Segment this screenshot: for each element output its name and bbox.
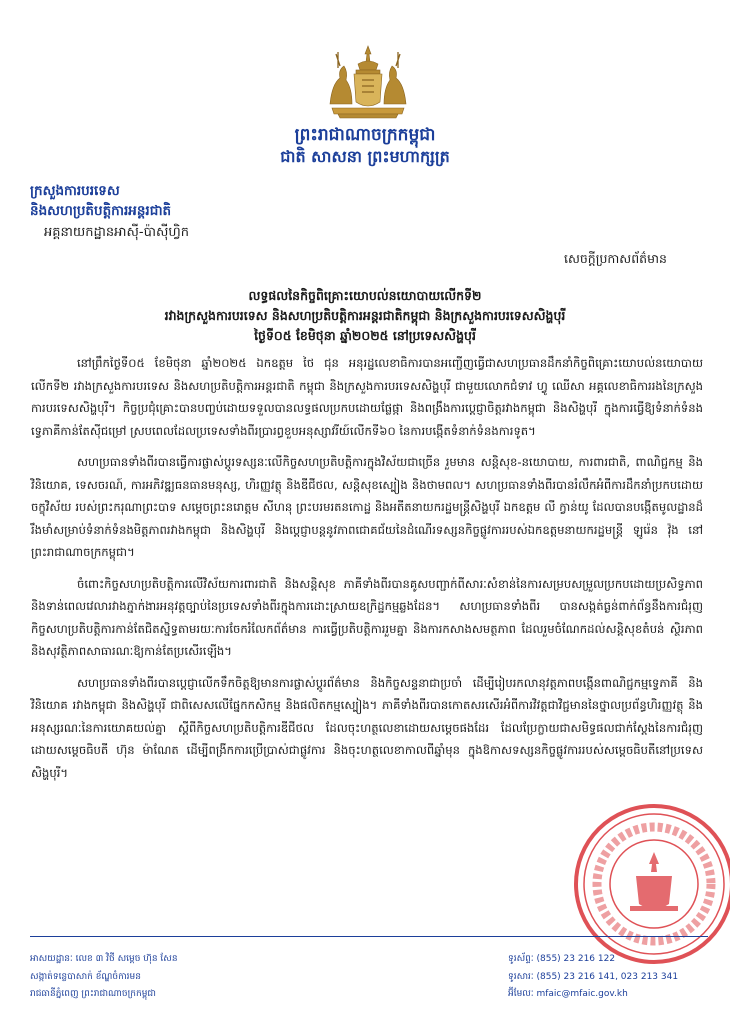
press-release-label: សេចក្តីប្រកាសព័ត៌មាន — [564, 251, 667, 266]
phone-label: ទូរស័ព្ទៈ — [508, 954, 534, 964]
address-line-3: រាជធានីភ្នំពេញ ព្រះរាជាណាចក្រកម្ពុជា — [30, 989, 156, 999]
document-title-line1: លទ្ធផលនៃកិច្ចពិគ្រោះយោបល់នយោបាយលើកទី២ — [248, 288, 482, 303]
email-label: អ៊ីមែលៈ — [508, 989, 534, 999]
footer-address — [30, 951, 178, 1004]
royal-coat-of-arms-emblem — [318, 44, 418, 120]
fax-label: ទូរសារៈ — [508, 971, 534, 982]
ministry-name-line2: និងសហប្រតិបត្តិការអន្តរជាតិ — [30, 203, 172, 219]
paragraph-1: នៅព្រឹកថ្ងៃទី០៥ ខែមិថុនា ឆ្នាំ២០២៥ ឯកឧត្តម ថៃ ជុន អនុរដ្ឋលេខាធិការបានអញ្ជើញធ្វើជាសហប្រធានដឹកនាំកិច្ចពិគ្រោះយោបល់នយោបាយលើកទី២ រវាងក្រសួងការបរទេស និងសហប្រតិបត្តិការអន្តរជាតិ កម្ពុជា និងក្រសួងការបរទេសសិង្ហបុរី ជាមួយលោកជំទាវ ហ្វូ ឈើសា អគ្គលេខាធិការរងនៃក្រសួងការបរទេសសិង្ហបុរី។ កិច្ចប្រជុំគ្រោះបានបញ្ចប់ដោយទទួលបានលទ្ធផលប្រកបដោយផ្លែផ្កា និងពង្រឹងការប្តេជ្ញាចិត្តរវាងកម្ពុជា និងសិង្ហបុរី ក្នុងការធ្វើឱ្យទំនាក់ទំនងទ្វេភាគីកាន់តែស៊ីជម្រៅ ស្របពេលដែលប្រទេសទាំងពីរប្រារព្ធខួបអនុស្សាវរីយ៍លើកទី៦០ នៃការបង្កើតទំនាក់ទំនងការទូត។ — [31, 356, 703, 438]
footer-divider — [30, 936, 708, 937]
footer-contacts — [508, 951, 678, 1004]
department-name: អគ្គនាយកដ្ឋានអាស៊ី-ប៉ាស៊ីហ្វិក — [44, 225, 189, 240]
paragraph-3: ចំពោះកិច្ចសហប្រតិបត្តិការលើវិស័យការពារជាតិ និងសន្តិសុខ ភាគីទាំងពីរបានគូសបញ្ជាក់ពីសារៈសំខាន់នៃការសម្របសម្រួលប្រកបដោយប្រសិទ្ធភាព និងទាន់ពេលវេលារវាងភ្នាក់ងារអនុវត្តច្បាប់នៃប្រទេសទាំងពីរក្នុងការដោះស្រាយឧក្រិដ្ឋកម្មឆ្លងដែន។ សហប្រធានទាំងពីរ បានសង្កត់ធ្ងន់ពាក់ព័ន្ធនឹងការជំរុញកិច្ចសហប្រតិបត្តិការកាន់តែជិតស្និទ្ធតាមរយៈការចែករំលែកព័ត៌មាន ការធ្វើប្រតិបត្តិការរួមគ្នា និងការកសាងសមត្ថភាព ដែលរួមចំណែកដល់សន្តិសុខតំបន់ ស្ថិរភាព និងសុវត្ថិភាពសាធារណៈឱ្យកាន់តែប្រសើរឡើង។ — [31, 576, 703, 658]
kingdom-name: ព្រះរាជាណាចក្រកម្ពុជា — [294, 125, 436, 145]
fax-number: (855) 23 216 141, 023 213 341 — [536, 971, 679, 982]
national-motto: ជាតិ សាសនា ព្រះមហាក្សត្រ — [280, 147, 450, 166]
paragraph-2: សហប្រធានទាំងពីរបានធ្វើការផ្លាស់ប្តូរទស្សនៈលើកិច្ចសហប្រតិបត្តិការក្នុងវិស័យជាច្រើន រួមមាន សន្តិសុខ-នយោបាយ, ការពារជាតិ, ពាណិជ្ជកម្ម និងវិនិយោគ, ទេសចរណ៍, ការអភិវឌ្ឍធនធានមនុស្ស, ហិរញ្ញវត្ថុ និងឌីជីថល, សន្តិសុខស្បៀង និងថាមពល។ សហប្រធានទាំងពីរបានរំលឹកអំពីការដឹកនាំប្រកបដោយចក្ខុវិស័យ របស់ព្រះករុណាព្រះបាទ សម្តេចព្រះនរោត្តម សីហនុ ព្រះបរមរតនកោដ្ឋ និងអតីតនាយករដ្ឋមន្ត្រីសិង្ហបុរី ឯកឧត្តម លី ក្វាន់យូ ដែលបានបង្កើតមូលដ្ឋានដ៏រឹងមាំសម្រាប់ទំនាក់ទំនងមិត្តភាពរវាងកម្ពុជា និងសិង្ហបុរី និងប្តេជ្ញាបន្តនូវភាពជោគជ័យនៃដំណើរទស្សនកិច្ចផ្លូវការរបស់ឯកឧត្តមនាយករដ្ឋមន្ត្រី ឡូរ៉េន វ៉ុង នៅព្រះរាជាណាចក្រកម្ពុជា។ — [31, 455, 703, 559]
document-title-date: ថ្ងៃទី០៥ ខែមិថុនា ឆ្នាំ២០២៥ នៅប្រទេសសិង្ហបុរី — [254, 328, 476, 343]
email-address[interactable]: mfaic@mfaic.gov.kh — [536, 989, 628, 999]
ministry-name-line1: ក្រសួងការបរទេស — [30, 183, 120, 199]
document-title-line2: រវាងក្រសួងការបរទេស និងសហប្រតិបត្តិការអន្តរជាតិកម្ពុជា និងក្រសួងការបរទេសសិង្ហបុរី — [164, 308, 566, 323]
paragraph-4: សហប្រធានទាំងពីរបានប្តេជ្ញាលើកទឹកចិត្តឱ្យមានការផ្លាស់ប្តូរព័ត៌មាន និងកិច្ចសន្ទនាជាប្រចាំ ដើម្បីរៀបរកលានុវត្តភាពបង្កើនពាណិជ្ជកម្មទ្វេភាគី និងវិនិយោគ រវាងកម្ពុជា និងសិង្ហបុរី ជាពិសេសលើផ្នែកកសិកម្ម និងផលិតកម្មស្បៀង។ ភាគីទាំងពីរបានកោតសរសើរអំពីការវិវត្តជាវិជ្ជមាននៃថ្នាលប្រព័ន្ធហិរញ្ញវត្ថុ និងអនុស្សរណៈនៃការយោគយល់គ្នា ស្តីពីកិច្ចសហប្រតិបត្តិការឌីជីថល ដែលចុះហត្ថលេខាដោយសម្តេចផងដែរ ដែលប្រែក្លាយជាសមិទ្ធផលជាក់ស្តែងនៃការជំរុញដោយសម្តេចធិបតី ហ៊ុន ម៉ាណែត ដើម្បីពង្រីកការប្រើប្រាស់ជាផ្លូវការ និងចុះហត្ថលេខាកាលពីឆ្នាំមុន ក្នុងឱកាសទស្សនកិច្ចផ្លូវការរបស់សម្តេចធិបតីនៅប្រទេសសិង្ហបុរី។ — [31, 675, 703, 780]
official-red-seal — [570, 800, 730, 968]
address-line-1: អាសយដ្ឋានៈ លេខ ៣ វិថី សម្តេច ហ៊ុន សែន — [30, 954, 178, 964]
phone-number: (855) 23 216 122 — [536, 954, 616, 964]
address-line-2: សង្កាត់ទន្លេបាសាក់ ខ័ណ្ឌចំការមន — [30, 971, 141, 982]
document-body — [31, 352, 703, 793]
